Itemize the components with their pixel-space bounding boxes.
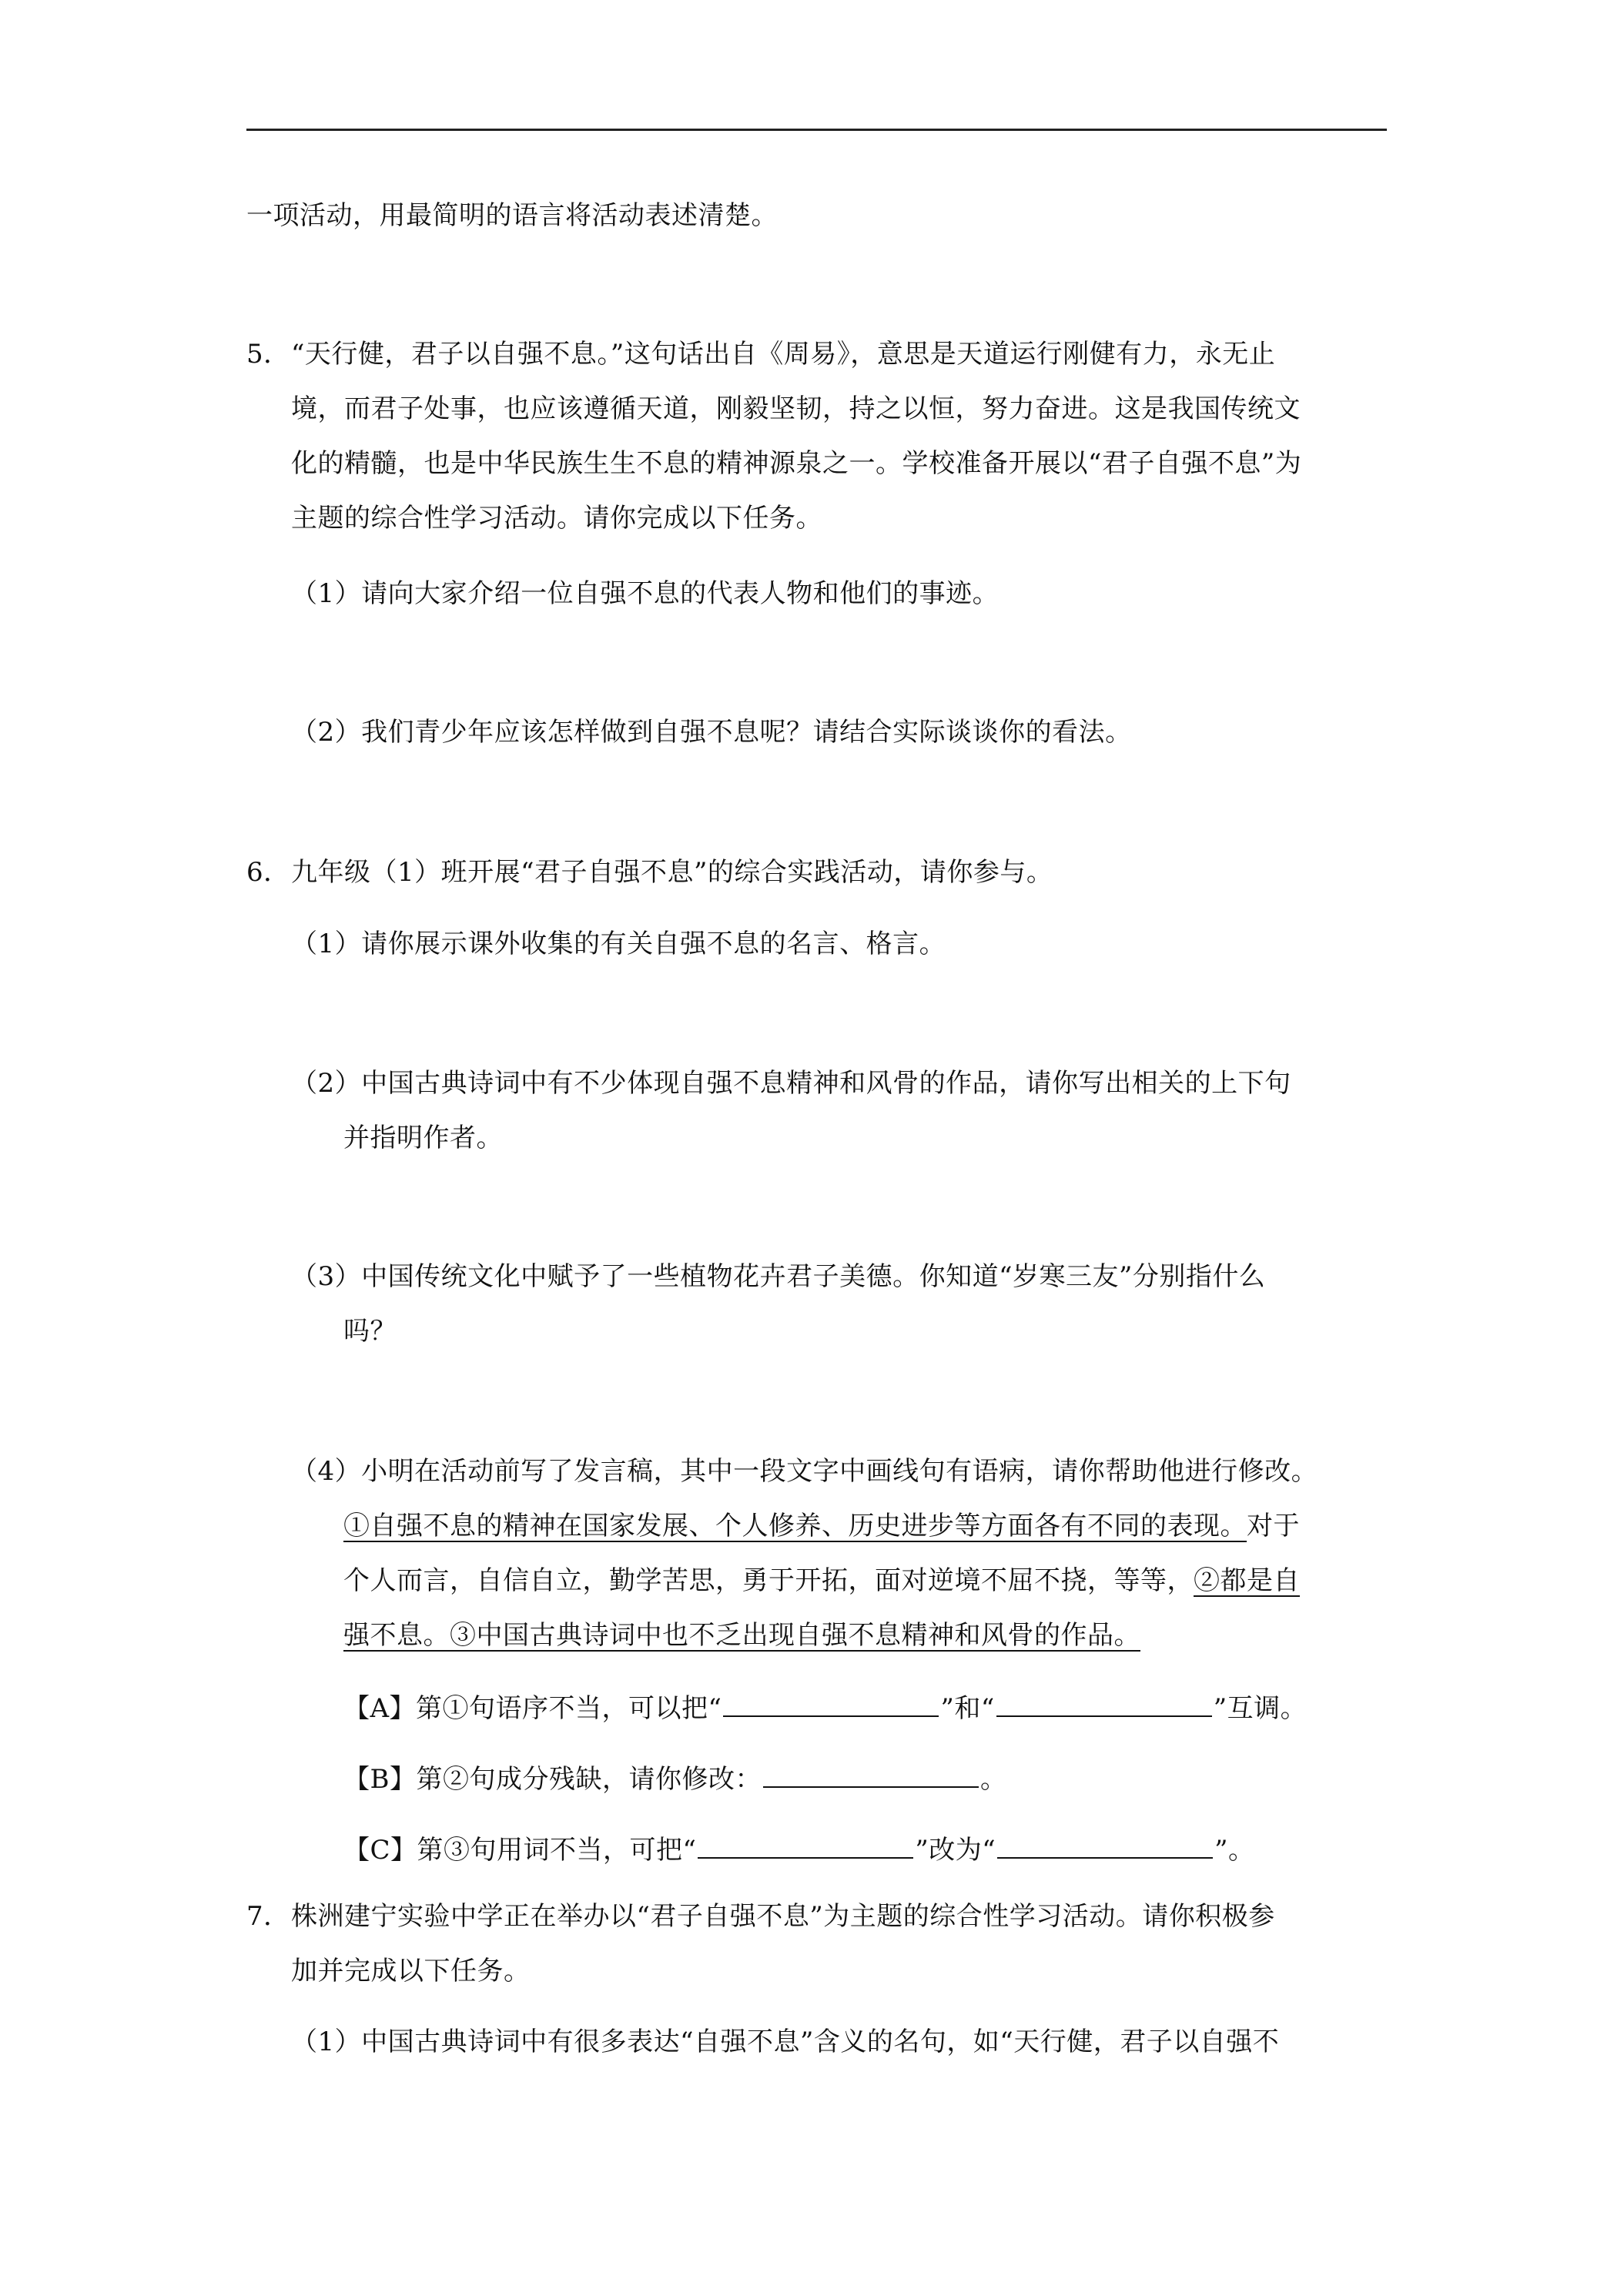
q6-sub1: （1）请你展示课外收集的有关自强不息的名言、格言。 (291, 929, 946, 959)
item-b-prefix: 【B】第②句成分残缺，请你修改： (343, 1764, 762, 1795)
underlined-sentence-2: ②都是自 (1194, 1565, 1300, 1596)
q7-stem-line-2: 加并完成以下任务。 (291, 1956, 531, 1986)
q6-item-a (343, 1691, 1307, 1724)
intro-line: 一项活动，用最简明的语言将活动表述清楚。 (246, 200, 778, 231)
passage-text: 个人而言，自信自立，勤学苦思，勇于开拓，面对逆境不屈不挠，等等， (343, 1565, 1194, 1596)
q6-sub3-line-2: 吗？ (343, 1316, 397, 1347)
q6-number: 6． (246, 857, 290, 888)
q6-passage-line-1 (343, 1511, 1300, 1541)
q6-sub2-line-2: 并指明作者。 (343, 1123, 503, 1153)
q7-number: 7． (246, 1901, 290, 1932)
header-rule (246, 129, 1387, 131)
q5-stem-line-4: 主题的综合性学习活动。请你完成以下任务。 (291, 503, 822, 534)
item-c-suffix: ”。 (1214, 1835, 1255, 1866)
q6-stem: 九年级（1）班开展“君子自强不息”的综合实践活动，请你参与。 (291, 857, 1053, 888)
answer-blank[interactable] (997, 1832, 1213, 1859)
q5-sub2: （2）我们青少年应该怎样做到自强不息呢？请结合实际谈谈你的看法。 (291, 717, 1132, 748)
item-c-prefix: 【C】第③句用词不当，可把“ (343, 1835, 697, 1866)
item-a-suffix: ”互调。 (1213, 1693, 1308, 1724)
q5-stem-line-1: “天行健，君子以自强不息。”这句话出自《周易》，意思是天道运行刚健有力，永无止 (291, 339, 1276, 370)
q5-sub1: （1）请向大家介绍一位自强不息的代表人物和他们的事迹。 (291, 578, 1000, 609)
q6-item-b (343, 1762, 1006, 1795)
underlined-sentence-2-3: 强不息。③中国古典诗词中也不乏出现自强不息精神和风骨的作品。 (343, 1620, 1140, 1651)
answer-blank[interactable] (723, 1691, 939, 1717)
answer-blank[interactable] (763, 1762, 979, 1788)
q6-passage-line-3 (343, 1620, 1140, 1651)
q5-stem-line-2: 境，而君子处事，也应该遵循天道，刚毅坚韧，持之以恒，努力奋进。这是我国传统文 (291, 393, 1301, 424)
q6-sub2-line-1: （2）中国古典诗词中有不少体现自强不息精神和风骨的作品，请你写出相关的上下句 (291, 1068, 1291, 1099)
q7-sub1: （1）中国古典诗词中有很多表达“自强不息”含义的名句，如“天行健，君子以自强不 (291, 2027, 1280, 2057)
underlined-sentence-1: ①自强不息的精神在国家发展、个人修养、历史进步等方面各有不同的表现。 (343, 1511, 1247, 1541)
q6-item-c (343, 1832, 1255, 1866)
item-a-mid: ”和“ (940, 1693, 995, 1724)
q6-passage-line-2 (343, 1565, 1300, 1596)
q6-sub3-line-1: （3）中国传统文化中赋予了一些植物花卉君子美德。你知道“岁寒三友”分别指什么 (291, 1261, 1266, 1292)
q5-number: 5． (246, 339, 290, 370)
item-c-mid: ”改为“ (915, 1835, 996, 1866)
item-a-prefix: 【A】第①句语序不当，可以把“ (343, 1693, 722, 1724)
q7-stem-line-1: 株洲建宁实验中学正在举办以“君子自强不息”为主题的综合性学习活动。请你积极参 (291, 1901, 1275, 1932)
passage-text: 对于 (1247, 1511, 1300, 1541)
answer-blank[interactable] (698, 1832, 913, 1859)
q6-sub4-line-1: （4）小明在活动前写了发言稿，其中一段文字中画线句有语病，请你帮助他进行修改。 (291, 1456, 1318, 1487)
answer-blank[interactable] (996, 1691, 1212, 1717)
q5-stem-line-3: 化的精髓，也是中华民族生生不息的精神源泉之一。学校准备开展以“君子自强不息”为 (291, 448, 1302, 479)
item-b-suffix: 。 (979, 1764, 1007, 1795)
